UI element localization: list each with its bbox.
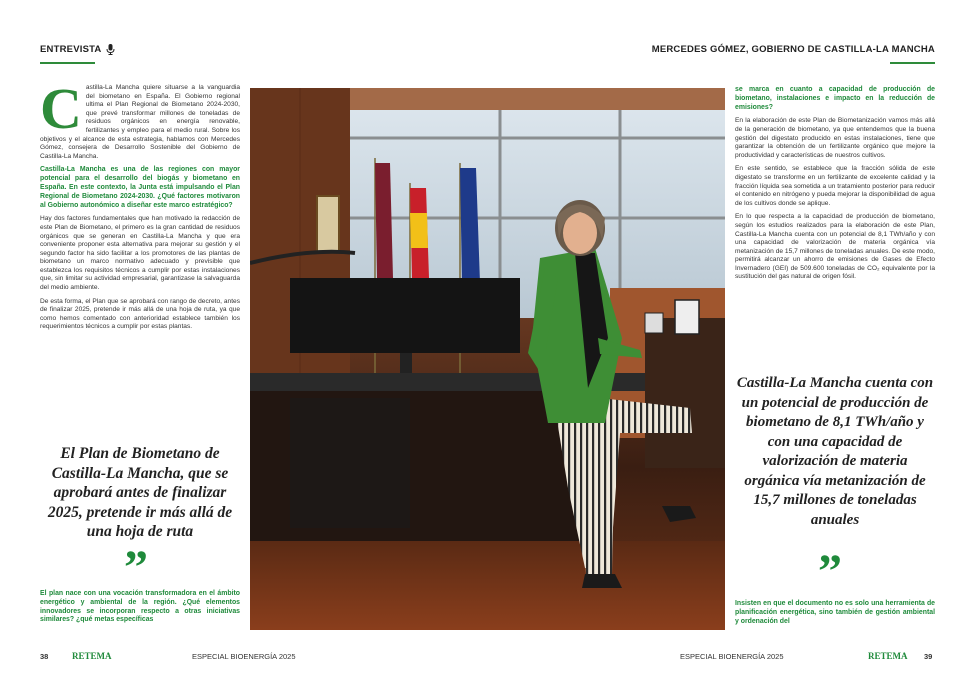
edition-right: ESPECIAL BIOENERGÍA 2025 bbox=[680, 652, 784, 661]
answer-1b: De esta forma, el Plan que se aprobará con rango de decreto, antes de finalizar 2025, pretende ir más allá de una hoja de ruta, ya que como hemos comentado con anterioridad establece también los requerimientos técnicos a cumplir por estas plantas. bbox=[40, 297, 240, 331]
office-portrait-illustration bbox=[250, 88, 725, 630]
question-cont: se marca en cuanto a capacidad de producción de biometano, instalaciones e impacto en la reducción de emisiones? bbox=[735, 86, 935, 111]
section-title: ENTREVISTA bbox=[40, 44, 102, 55]
answer-2-p1: En la elaboración de este Plan de Biometanización vamos más allá de la generación de biometano, ya que entendemos que la buena gestión del digestato producido en estas instalaciones, tiene que garantizar la obtención de un fertilizante orgánico que mejore la productividad y características de nuestros cultivos. bbox=[735, 117, 935, 159]
section-label bbox=[40, 44, 115, 55]
right-column-bottom bbox=[735, 600, 935, 631]
question-1: Castilla-La Mancha es una de las regiones con mayor potencial para el desarrollo del biogás y biometano en España. En este contexto, la Junta está impulsando el Plan Regional de Biometano 2024-2030. ¿Qué factores motivaron al Gobierno autonómico a diseñar este marco estratégico? bbox=[40, 166, 240, 209]
quote-mark-left: ” bbox=[124, 541, 148, 594]
page-number-left: 38 bbox=[40, 652, 49, 661]
answer-2-p3: En lo que respecta a la capacidad de producción de biometano, según los estudios realizados para la elaboración de este Plan, Castilla-La Mancha cuenta con un potencial de 8,1 TWh/año y con una capacidad de valorización de materia orgánica vía metanización de 15,7 millones de toneladas anuales. De este modo, permitirá alcanzar un ahorro de emisiones de Gases de Efecto Invernadero (GEI) de 509.600 toneladas de CO₂ equivalente por la sustitución del gas natural de origen fósil. bbox=[735, 213, 935, 281]
pull-quote-left: El Plan de Biometano de Castilla-La Mancha, que se aprobará antes de finalizar 2025, pretende ir más allá de una hoja de ruta bbox=[47, 445, 233, 540]
quote-mark-right: ” bbox=[818, 545, 842, 598]
answer-1: Hay dos factores fundamentales que han motivado la redacción de este Plan de Biometano, el primero es la gran cantidad de residuos orgánicos que se generan en Castilla-La Mancha y que era conveniente proponer esta alternativa para mejorar su gestión y el segundo factor ha sido facilitar a los promotores de las plantas de biometano un marco normativo adecuado y previsible que establezca los requisitos técnicos a cumplir por estas instalaciones que, sin limitar su actividad empresarial, garantizase la salvaguarda del medio ambiente. bbox=[40, 215, 240, 292]
question-2: El plan nace con una vocación transformadora en el ámbito energético y ambiental de la región. ¿Qué elementos innovadores se incorporan respecto a otras iniciativas similares? ¿qué metas específicas bbox=[40, 590, 240, 624]
right-article-column bbox=[735, 86, 935, 287]
portrait-photo bbox=[250, 88, 725, 630]
left-column-bottom bbox=[40, 590, 240, 630]
edition-left: ESPECIAL BIOENERGÍA 2025 bbox=[192, 652, 296, 661]
dropcap: C bbox=[40, 76, 82, 141]
microphone-icon bbox=[106, 44, 115, 55]
page-number-right: 39 bbox=[924, 652, 933, 661]
pull-quote-right: Castilla-La Mancha cuenta con un potencial de producción de biometano de 8,1 TWh/año y con una capacidad de valorización de materia orgánica vía metanización de 15,7 millones de toneladas anuales bbox=[736, 375, 934, 528]
left-article-column bbox=[40, 76, 240, 337]
intro-text: astilla-La Mancha quiere situarse a la vanguardia del biometano en España. El Gobierno regional ultima el Plan Regional de Biometano 2024-2030, que prevé transformar millones de toneladas de residuos orgánicos en energía renovable, fertilizantes y empleo para el medio rural. Sobre los objetivos y el alcance de esta estrategia, hablamos con Mercedes Gómez, consejera de Desarrollo Sostenible del Gobierno de Castilla-La Mancha. bbox=[40, 84, 240, 160]
intro-paragraph bbox=[40, 76, 240, 161]
answer-2-p2: En este sentido, se establece que la fracción sólida de este digestato se transforme en un fertilizante de excelente calidad y la fracción líquida sea sometida a un tratamiento posterior para reducir el contenido en nitrógeno y pueda mejorar la disponibilidad de agua de los cultivos donde se aplique. bbox=[735, 165, 935, 207]
brand-logo-right: RETEMA bbox=[868, 651, 908, 661]
interviewee-header: MERCEDES GÓMEZ, GOBIERNO DE CASTILLA-LA MANCHA bbox=[651, 44, 935, 55]
brand-logo-left: RETEMA bbox=[72, 651, 112, 661]
question-3: Insisten en que el documento no es solo una herramienta de planificación energética, sino también de gestión ambiental y ordenación del bbox=[735, 600, 935, 625]
header-rule-right bbox=[890, 62, 935, 64]
header-rule-left bbox=[40, 62, 95, 64]
